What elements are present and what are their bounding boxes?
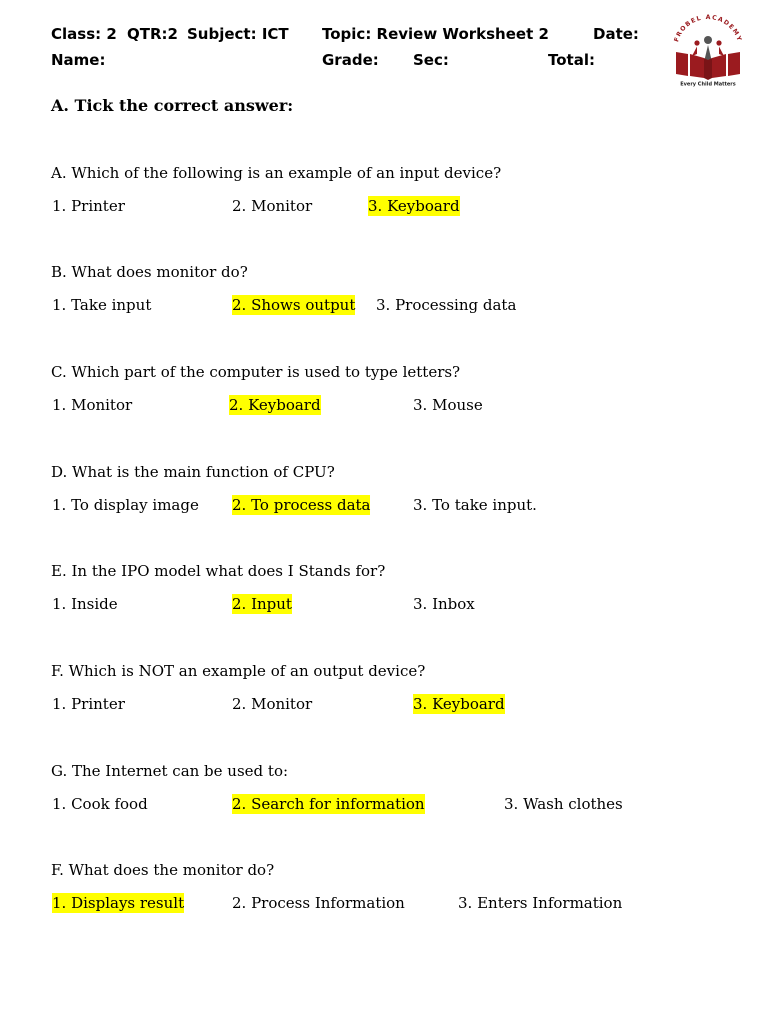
answer-option[interactable]: 3. Enters Information — [458, 894, 623, 912]
answer-option-highlighted[interactable]: 2. Shows output — [232, 296, 356, 314]
answer-option[interactable]: 3. Inbox — [413, 595, 475, 613]
question-text: A. Which of the following is an example of an input device? — [51, 164, 502, 182]
answer-option[interactable]: 1. Printer — [52, 197, 125, 215]
name-label: Name: — [51, 51, 106, 69]
answer-option-highlighted[interactable]: 2. Input — [232, 595, 292, 613]
answer-option-highlighted[interactable]: 2. To process data — [232, 496, 371, 514]
answer-option[interactable]: 1. Monitor — [52, 396, 133, 414]
answer-option[interactable]: 2. Monitor — [232, 197, 313, 215]
answer-option-highlighted[interactable]: 2. Search for information — [232, 795, 425, 813]
date-label: Date: — [593, 25, 639, 43]
qtr-label: QTR:2 — [127, 25, 178, 43]
answer-option[interactable]: 3. Wash clothes — [504, 795, 623, 813]
question-text: C. Which part of the computer is used to type letters? — [51, 363, 461, 381]
section-title — [51, 96, 293, 116]
logo-tagline: Every Child Matters — [680, 81, 736, 88]
answer-option[interactable]: 3. Processing data — [376, 296, 517, 314]
answer-option[interactable]: 1. Printer — [52, 695, 125, 713]
total-label: Total: — [548, 51, 595, 69]
answer-option-highlighted[interactable]: 1. Displays result — [52, 894, 185, 912]
answer-option[interactable]: 3. Mouse — [413, 396, 483, 414]
section-title-text: A. Tick the correct answer: — [51, 96, 294, 115]
school-logo-icon — [668, 12, 748, 88]
answer-option-highlighted[interactable]: 3. Keyboard — [413, 695, 505, 713]
subject-label: Subject: ICT — [187, 25, 289, 43]
sec-label: Sec: — [413, 51, 449, 69]
question-text: E. In the IPO model what does I Stands for? — [51, 562, 386, 580]
topic-label: Topic: Review Worksheet 2 — [322, 25, 549, 43]
answer-option-highlighted[interactable]: 2. Keyboard — [229, 396, 321, 414]
question-text: F. What does the monitor do? — [51, 861, 275, 879]
school-logo — [668, 12, 748, 88]
logo-arc-text: FROBEL ACADEMY — [673, 13, 743, 43]
question-text: F. Which is NOT an example of an output device? — [51, 662, 426, 680]
question-text: G. The Internet can be used to: — [51, 762, 289, 780]
answer-option[interactable]: 3. To take input. — [413, 496, 537, 514]
answer-option[interactable]: 1. Cook food — [52, 795, 148, 813]
answer-option[interactable]: 1. To display image — [52, 496, 199, 514]
question-text: D. What is the main function of CPU? — [51, 463, 335, 481]
answer-option[interactable]: 2. Process Information — [232, 894, 405, 912]
class-label: Class: 2 — [51, 25, 117, 43]
answer-option[interactable]: 1. Inside — [52, 595, 118, 613]
question-text: B. What does monitor do? — [51, 263, 248, 281]
answer-option[interactable]: 2. Monitor — [232, 695, 313, 713]
grade-label: Grade: — [322, 51, 379, 69]
answer-option[interactable]: 1. Take input — [52, 296, 152, 314]
answer-option-highlighted[interactable]: 3. Keyboard — [368, 197, 460, 215]
